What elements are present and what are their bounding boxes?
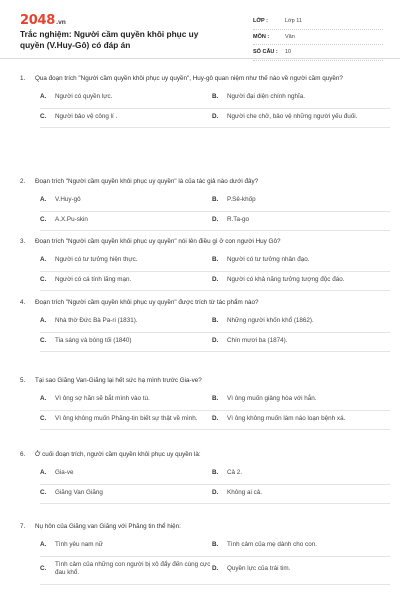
answer-option-a[interactable] bbox=[40, 252, 212, 272]
question-text bbox=[20, 376, 385, 385]
question-text bbox=[20, 177, 385, 186]
option-letter: A. bbox=[40, 256, 47, 264]
option-text: Chín mươi ba (1874). bbox=[227, 336, 288, 344]
option-text: Vì ông sợ hãn sẽ bắt mình vào tù. bbox=[55, 395, 150, 403]
option-text: A.X.Pu-skin bbox=[55, 215, 88, 223]
answer-option-d[interactable] bbox=[212, 333, 390, 353]
question-body: Đoạn trích "Người cầm quyền khôi phục uy quyền" là của tác giả nào dưới đây? bbox=[35, 178, 259, 185]
meta-row-class bbox=[253, 14, 383, 30]
question-text bbox=[20, 237, 385, 246]
option-text: Người bảo vệ công lí . bbox=[55, 112, 118, 120]
option-letter: D. bbox=[212, 215, 219, 223]
option-text: Tình cảm của những con người bị xô đẩy đến cùng cực đau khổ. bbox=[55, 560, 211, 577]
option-text: R.Ta-go bbox=[227, 215, 250, 223]
meta-value: Văn bbox=[285, 33, 295, 40]
answer-option-d[interactable] bbox=[212, 485, 390, 505]
option-letter: A. bbox=[40, 395, 47, 403]
option-text: Tình cảm của mẹ dành cho con. bbox=[227, 541, 317, 549]
answer-option-d[interactable] bbox=[212, 109, 390, 129]
option-letter: A. bbox=[40, 196, 47, 204]
answer-option-a[interactable] bbox=[40, 465, 212, 485]
answer-option-b[interactable] bbox=[212, 252, 390, 272]
answer-option-b[interactable] bbox=[212, 192, 390, 212]
option-text: Quyền lực của trái tim. bbox=[227, 565, 291, 573]
meta-label: MÔN : bbox=[253, 33, 270, 40]
option-letter: C. bbox=[40, 112, 47, 120]
option-letter: B. bbox=[212, 256, 219, 264]
answer-options bbox=[40, 252, 385, 291]
option-letter: D. bbox=[212, 414, 219, 422]
answer-option-c[interactable] bbox=[40, 212, 212, 232]
question-number: 2. bbox=[20, 178, 26, 185]
option-text: Gia-ve bbox=[55, 469, 74, 477]
question-number: 3. bbox=[20, 238, 26, 245]
answer-option-a[interactable] bbox=[40, 391, 212, 411]
question-number: 1. bbox=[20, 75, 26, 82]
answer-options bbox=[40, 89, 385, 128]
question-2 bbox=[20, 177, 385, 231]
option-text: Tia sáng và bóng tối (1840) bbox=[55, 336, 132, 344]
question-number: 6. bbox=[20, 451, 26, 458]
option-letter: A. bbox=[40, 469, 47, 477]
option-letter: C. bbox=[40, 275, 47, 283]
answer-options bbox=[40, 192, 385, 231]
answer-options bbox=[40, 313, 385, 352]
option-text: V.Huy-gô bbox=[55, 196, 81, 204]
logo-main: 2048 bbox=[20, 13, 55, 28]
option-text: Người đại diện chính nghĩa. bbox=[227, 93, 306, 101]
answer-options bbox=[40, 391, 385, 430]
question-body: Ở cuối đoạn trích, người cầm quyền khôi phục uy quyền là: bbox=[35, 451, 201, 458]
option-letter: B. bbox=[212, 317, 219, 325]
answer-option-b[interactable] bbox=[212, 465, 390, 485]
option-text: Người có tư tưởng hiện thực. bbox=[55, 256, 138, 264]
question-body: Tại sao Giăng Van-Giăng lại hết sức hạ mình trước Gia-ve? bbox=[35, 377, 202, 384]
option-text: Người che chở, bảo vệ những người yếu đuối. bbox=[227, 112, 358, 120]
question-4 bbox=[20, 298, 385, 352]
answer-option-c[interactable] bbox=[40, 272, 212, 292]
option-text: Vì ông không muốn Phăng-tin biết sự thật về mình. bbox=[55, 414, 198, 422]
answer-option-c[interactable] bbox=[40, 485, 212, 505]
question-text bbox=[20, 298, 385, 307]
option-letter: C. bbox=[40, 565, 47, 573]
option-text: Người có tư tưởng nhân đạo. bbox=[227, 256, 310, 264]
option-text: Người có khả năng tưởng tượng độc đáo. bbox=[227, 275, 345, 283]
answer-option-d[interactable] bbox=[212, 212, 390, 232]
answer-option-b[interactable] bbox=[212, 313, 390, 333]
answer-option-b[interactable] bbox=[212, 537, 390, 557]
meta-label: LỚP : bbox=[253, 18, 268, 25]
metadata-table bbox=[253, 14, 383, 61]
meta-value: Lớp 11 bbox=[285, 18, 302, 25]
answer-option-c[interactable] bbox=[40, 109, 212, 129]
answer-option-a[interactable] bbox=[40, 89, 212, 109]
option-letter: B. bbox=[212, 196, 219, 204]
option-letter: C. bbox=[40, 414, 47, 422]
option-text: Không ai cả. bbox=[227, 488, 263, 496]
option-text: Người có quyền lực. bbox=[55, 93, 113, 101]
meta-value: 10 bbox=[285, 49, 292, 56]
option-text: Cả 2. bbox=[227, 469, 243, 477]
document-header bbox=[0, 0, 400, 59]
option-letter: C. bbox=[40, 488, 47, 496]
option-letter: A. bbox=[40, 541, 47, 549]
option-letter: B. bbox=[212, 541, 219, 549]
answer-option-a[interactable] bbox=[40, 313, 212, 333]
option-letter: B. bbox=[212, 469, 219, 477]
answer-option-d[interactable] bbox=[212, 411, 390, 431]
option-letter: A. bbox=[40, 93, 47, 101]
question-number: 5. bbox=[20, 377, 26, 384]
answer-option-a[interactable] bbox=[40, 192, 212, 212]
option-text: Vì ông muốn giảng hòa với hắn. bbox=[227, 395, 317, 403]
answer-option-b[interactable] bbox=[212, 391, 390, 411]
option-text: P.Sê-khốp bbox=[227, 196, 256, 204]
option-letter: B. bbox=[212, 395, 219, 403]
question-text bbox=[20, 522, 385, 531]
question-3 bbox=[20, 237, 385, 291]
answer-option-d[interactable] bbox=[212, 272, 390, 292]
option-letter: C. bbox=[40, 215, 47, 223]
option-letter: B. bbox=[212, 93, 219, 101]
meta-label: SỐ CÂU : bbox=[253, 49, 278, 56]
question-body: Nụ hôn của Giăng van Giăng với Phăng tin thể hiện: bbox=[35, 523, 181, 530]
option-letter: D. bbox=[212, 275, 219, 283]
question-number: 7. bbox=[20, 523, 26, 530]
answer-options bbox=[40, 465, 385, 504]
option-letter: D. bbox=[212, 488, 219, 496]
option-text: Nhà thờ Đức Bà Pa-ri (1831). bbox=[55, 317, 138, 325]
option-letter: C. bbox=[40, 336, 47, 344]
option-letter: A. bbox=[40, 317, 47, 325]
question-1 bbox=[20, 74, 385, 128]
option-text: Giăng Van Giăng bbox=[55, 488, 103, 496]
question-7 bbox=[20, 522, 385, 585]
site-logo[interactable] bbox=[20, 13, 66, 28]
option-letter: D. bbox=[212, 565, 219, 573]
option-text: Vì ông không muốn làm náo loạn bệnh xá. bbox=[227, 414, 346, 422]
question-body: Qua đoạn trích "Người cầm quyền khôi phục uy quyền", Huy-gô quan niệm như thế nào về người cầm quyền? bbox=[35, 75, 343, 82]
question-text bbox=[20, 450, 385, 459]
option-text: Người có cá tính lãng mạn. bbox=[55, 275, 132, 283]
answer-option-b[interactable] bbox=[212, 89, 390, 109]
question-5 bbox=[20, 376, 385, 430]
logo-suffix: .vn bbox=[55, 19, 66, 26]
answer-option-c[interactable] bbox=[40, 333, 212, 353]
option-text: Những người khốn khổ (1862). bbox=[227, 317, 314, 325]
question-text bbox=[20, 74, 385, 83]
answer-option-c[interactable] bbox=[40, 557, 212, 585]
answer-option-d[interactable] bbox=[212, 557, 390, 585]
answer-option-c[interactable] bbox=[40, 411, 212, 431]
question-number: 4. bbox=[20, 299, 26, 306]
option-letter: D. bbox=[212, 112, 219, 120]
question-6 bbox=[20, 450, 385, 504]
meta-row-subject bbox=[253, 30, 383, 46]
answer-options bbox=[40, 537, 385, 585]
option-text: Tình yêu nam nữ bbox=[55, 541, 103, 549]
option-letter: D. bbox=[212, 336, 219, 344]
question-body: Đoạn trích "Người cầm quyền khôi phục uy quyền" nói lên điều gì ở con người Huy Gô? bbox=[35, 238, 281, 245]
question-body: Đoạn trích "Người cầm quyền khôi phục uy quyền" được trích từ tác phẩm nào? bbox=[35, 299, 259, 306]
document-title: Trắc nghiệm: Người cầm quyền khôi phục uy quyền (V.Huy-Gô) có đáp án bbox=[20, 29, 199, 50]
answer-option-a[interactable] bbox=[40, 537, 212, 557]
meta-row-question-count bbox=[253, 45, 383, 61]
